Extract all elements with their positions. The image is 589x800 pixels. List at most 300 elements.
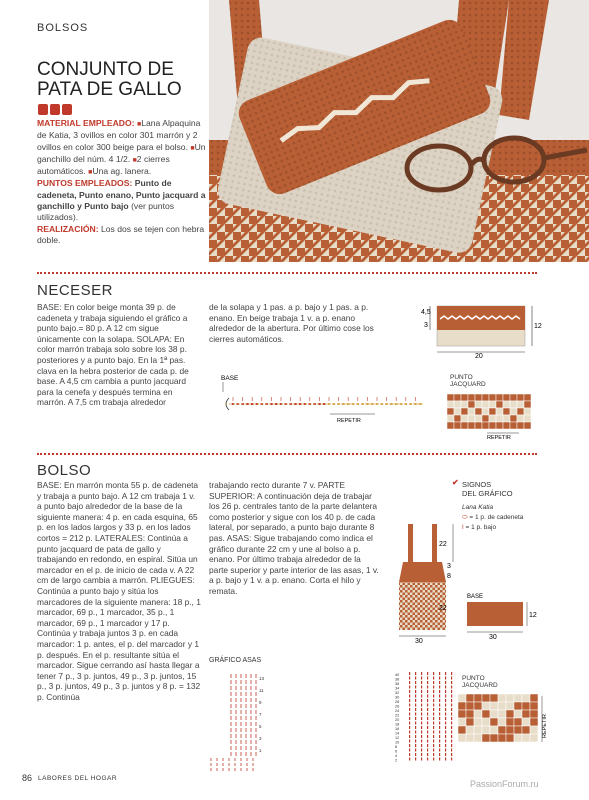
jacquard-cell [530, 726, 538, 734]
title-line-2: PATA DE GALLO [37, 79, 182, 100]
dim-22-top: 22 [439, 541, 447, 548]
single-crochet-mark [427, 695, 428, 698]
single-crochet-mark [409, 753, 410, 756]
row-number-label: 26 [395, 704, 400, 709]
single-crochet-mark [433, 753, 434, 756]
single-crochet-mark [427, 740, 428, 743]
single-crochet-mark [433, 722, 434, 725]
single-crochet-mark [451, 731, 452, 734]
jacquard-cell [503, 394, 510, 401]
product-photo [209, 0, 589, 262]
bolso-title: BOLSO [37, 462, 92, 479]
jacquard-cell [454, 394, 461, 401]
section-label: BOLSOS [37, 22, 89, 34]
crochet-hook-icon [38, 104, 48, 115]
materials-label: MATERIAL EMPLEADO: [37, 118, 135, 128]
jacquard-cell [503, 401, 510, 408]
single-crochet-mark [439, 704, 440, 707]
jacquard-cell [517, 394, 524, 401]
single-crochet-mark [427, 749, 428, 752]
single-crochet-mark [409, 681, 410, 684]
row-number-label: 24 [395, 709, 400, 713]
row-number-label: 9 [259, 700, 262, 705]
bolso-dimensions-diagram [395, 520, 465, 645]
jacquard-cell [474, 694, 482, 702]
row-number-label: 2 [395, 758, 398, 763]
jacquard-cell [475, 408, 482, 415]
neceser-text-col1: BASE: En color beige monta 39 p. de cadeneta y trabaja siguiendo el gráfico a punto bajo.= 80 p. A 12 cm sigue únicamente con la solapa. SOLAPA: En color marrón trabaja solo sobre los 38 p. posteriores y a punto bajo. En la 1ª pas. clava en la hebra posterior de cada p. de base. A 4,5 cm cambia a punto jacquard para la cenefa y después termina en marrón. A 7,5 cm trabaja alrededor [37, 302, 189, 408]
single-crochet-mark [451, 740, 452, 743]
row-number-label: 5 [259, 724, 262, 729]
jacquard-cell [530, 718, 538, 726]
single-crochet-mark [451, 735, 452, 738]
base-label: BASE [467, 594, 484, 600]
single-crochet-mark [415, 677, 416, 680]
single-crochet-mark [427, 708, 428, 711]
single-crochet-mark [439, 744, 440, 747]
row-number-label: 4 [395, 754, 398, 758]
jacquard-cell [482, 718, 490, 726]
single-crochet-mark [421, 695, 422, 698]
jacquard-cell [530, 734, 538, 742]
jacquard-cell [447, 422, 454, 429]
jacquard-cell [489, 422, 496, 429]
single-crochet-mark [421, 740, 422, 743]
jacquard-cell [510, 401, 517, 408]
materials-block: MATERIAL EMPLEADO: ■Lana Alpaquina de Katia, 3 ovillos en color 301 marrón y 2 ovillos en color 300 beige para el bolso. ■Un ganchillo del núm. 4 1/2. ■2 cierres automáticos. ■Una ag. lanera. PUNTOS EMPLEADOS: Punto de cadeneta, Punto enano, Punto jacquard a ganchillo y Punto bajo (ver puntos utilizados). REALIZACIÓN: Los dos se tejen con hebra doble. [37, 118, 206, 245]
single-crochet-mark [439, 713, 440, 716]
jacquard-cell [458, 702, 466, 710]
single-crochet-mark [433, 749, 434, 752]
single-crochet-mark [421, 717, 422, 720]
single-crochet-mark [427, 717, 428, 720]
single-crochet-mark [421, 708, 422, 711]
single-crochet-mark [427, 677, 428, 680]
jacquard-cell [466, 694, 474, 702]
single-crochet-mark [451, 686, 452, 689]
single-crochet-mark [445, 699, 446, 702]
single-crochet-mark [433, 731, 434, 734]
row-number-label: 30 [395, 695, 400, 700]
single-crochet-mark [421, 726, 422, 729]
single-crochet-mark [421, 672, 422, 675]
single-crochet-mark [415, 722, 416, 725]
jacquard-cell [530, 694, 538, 702]
single-crochet-mark [439, 753, 440, 756]
single-crochet-mark [427, 686, 428, 689]
row-number-label: 20 [395, 718, 400, 722]
jacquard-cell [475, 415, 482, 422]
bolso-text-col1: BASE: En marrón monta 55 p. de cadeneta y trabaja a punto bajo. A 12 cm trabaja 1 v. a punto bajo alrededor de la base de la siguiente manera: 4 p. en cada esquina, 65 p. en los lados largos y 33 p. en los lados cortos = 212 p. LATERALES: Continúa a punto jacquard de pata de gallo y trabajando en redondo, en espiral. Sitúa un marcador en el p. de inicio de cada v. A 22 cm de largo cambia a marrón. PLIEGUES: Continúa a punto bajo y sitúa los marcadores de la siguiente manera: 18 p., 1 marcador, 69 p., 1 marcador, 35 p., 1 marcador, 69 p., 1 marcador y 17 p. Continúa y trabaja juntos 3 p. en cada marcador: 1 p. antes, el p. del marcador y 1 p. después. En el p. resultante sitúa el marcador. Sigue cerrando así hasta llegar a tener 7 p., 3 p. juntos, 49 p., 3 p. juntos, 15 p., 3 p. juntos, 49 p., 3 p. juntos y 8 p. = 132 p. Continúa [37, 480, 201, 702]
asas-chart [209, 668, 469, 773]
grafico-asas-title: GRÁFICO ASAS [209, 657, 262, 664]
single-crochet-mark [445, 717, 446, 720]
single-crochet-mark [421, 699, 422, 702]
single-crochet-mark [409, 690, 410, 693]
jacquard-cell [474, 734, 482, 742]
single-crochet-mark [427, 704, 428, 707]
legend-item-sc: ǀ = 1 p. bajo [462, 524, 497, 531]
jacquard-cell [498, 702, 506, 710]
row-number-label: 18 [395, 722, 400, 727]
jacquard-cell [447, 408, 454, 415]
jacquard-cell [468, 422, 475, 429]
single-crochet-mark [433, 726, 434, 729]
magazine-name: LABORES DEL HOGAR [38, 775, 118, 782]
single-crochet-mark [427, 735, 428, 738]
jacquard-cell [466, 718, 474, 726]
single-crochet-mark [439, 735, 440, 738]
jacquard-cell [498, 718, 506, 726]
jacquard-cell [454, 408, 461, 415]
jacquard-cell [482, 702, 490, 710]
jacquard-cell [468, 408, 475, 415]
single-crochet-mark [439, 708, 440, 711]
realization-label: REALIZACIÓN: [37, 223, 99, 234]
single-crochet-mark [415, 695, 416, 698]
single-crochet-mark [439, 749, 440, 752]
realization-text: Los dos se tejen con hebra doble. [37, 223, 205, 245]
jacquard-cell [503, 415, 510, 422]
row-number-label: 28 [395, 700, 400, 704]
single-crochet-mark [451, 722, 452, 725]
row-number-label: 7 [259, 712, 262, 717]
jacquard-cell [510, 408, 517, 415]
single-crochet-mark [427, 726, 428, 729]
single-crochet-mark [409, 713, 410, 716]
single-crochet-mark [427, 672, 428, 675]
dim-12: 12 [529, 612, 537, 619]
single-crochet-mark [451, 681, 452, 684]
jacquard-cell [496, 401, 503, 408]
title-line-1: CONJUNTO DE [37, 59, 174, 80]
jacquard-cell [466, 726, 474, 734]
single-crochet-mark [433, 744, 434, 747]
jacquard-cell [522, 726, 530, 734]
single-crochet-mark [427, 690, 428, 693]
dim-12: 12 [534, 323, 542, 330]
jacquard-cell [517, 415, 524, 422]
jacquard-cell [458, 710, 466, 718]
single-crochet-mark [445, 722, 446, 725]
repetir-label: REPETIR [337, 418, 361, 424]
dim-4-5: 4,5 [421, 309, 431, 316]
repetir-label: REPETIR [542, 714, 548, 738]
single-crochet-mark [421, 749, 422, 752]
jacquard-cell [514, 694, 522, 702]
jacquard-cell [514, 734, 522, 742]
single-crochet-mark [433, 708, 434, 711]
single-crochet-mark [433, 695, 434, 698]
bolso-base-diagram [465, 590, 540, 640]
page-number: 86 [22, 773, 33, 783]
jacquard-cell [530, 702, 538, 710]
single-crochet-mark [445, 735, 446, 738]
single-crochet-mark [409, 726, 410, 729]
single-crochet-mark [409, 699, 410, 702]
row-number-label: 8 [395, 745, 398, 749]
single-crochet-mark [421, 686, 422, 689]
jacquard-cell [514, 702, 522, 710]
jacquard-cell [458, 718, 466, 726]
single-crochet-mark [451, 708, 452, 711]
base-label: BASE [221, 375, 239, 382]
bolso-text-col2: trabajando recto durante 7 v. PARTE SUPERIOR: A continuación deja de trabajar los 26 p. centrales tanto de la parte delantera como posterior y sigue con los 40 p. de cada lateral, por separado, a punto bajo durante 8 pas. ASAS: Sigue trabajando como indica el gráfico durante 22 cm y une al bolso a p. enano. Por último trabaja alrededor de la parte superior y parte interior de las asas, 1 v. a p. bajo y 1 v. a p. enano. Corta el hilo y remata. [209, 480, 379, 596]
single-crochet-mark [409, 735, 410, 738]
row-number-label: 11 [259, 688, 264, 693]
single-crochet-mark [415, 690, 416, 693]
jacquard-cell [498, 734, 506, 742]
jacquard-cell [530, 710, 538, 718]
single-crochet-mark [409, 744, 410, 747]
single-crochet-mark [433, 677, 434, 680]
jacquard-cell [514, 710, 522, 718]
jacquard-cell [466, 710, 474, 718]
jacquard-cell [490, 734, 498, 742]
crochet-hook-icon [50, 104, 60, 115]
single-crochet-mark [451, 753, 452, 756]
single-crochet-mark [433, 681, 434, 684]
jacquard-cell [524, 394, 531, 401]
jacquard-cell [454, 422, 461, 429]
single-crochet-mark [409, 749, 410, 752]
single-crochet-mark [451, 695, 452, 698]
single-crochet-mark [445, 681, 446, 684]
single-crochet-mark [433, 735, 434, 738]
single-crochet-mark [409, 758, 410, 761]
jacquard-cell [522, 702, 530, 710]
row-number-label: 16 [395, 727, 400, 731]
jacquard-cell [454, 415, 461, 422]
jacquard-cell [447, 401, 454, 408]
single-crochet-mark [415, 735, 416, 738]
single-crochet-mark [445, 677, 446, 680]
jacquard-cell [461, 422, 468, 429]
legend-brand: Lana Katia [462, 504, 494, 511]
single-crochet-mark [421, 731, 422, 734]
stitches-suffix: (ver puntos utilizados). [37, 201, 175, 223]
jacquard-cell [490, 694, 498, 702]
row-number-label: 14 [395, 731, 400, 736]
single-crochet-mark [409, 686, 410, 689]
jacquard-cell [524, 408, 531, 415]
jacquard-cell [482, 422, 489, 429]
single-crochet-mark [421, 681, 422, 684]
jacquard-cell [514, 718, 522, 726]
jacquard-cell [522, 734, 530, 742]
jacquard-cell [458, 734, 466, 742]
jacquard-cell [498, 726, 506, 734]
single-crochet-mark [451, 677, 452, 680]
single-crochet-mark [415, 753, 416, 756]
single-crochet-mark [415, 686, 416, 689]
jacquard-cell [466, 702, 474, 710]
single-crochet-mark [433, 758, 434, 761]
dim-20: 20 [475, 353, 483, 360]
jacquard-cell [496, 408, 503, 415]
jacquard-cell [461, 408, 468, 415]
single-crochet-mark [421, 753, 422, 756]
single-crochet-mark [439, 681, 440, 684]
single-crochet-mark [451, 672, 452, 675]
row-number-label: 6 [395, 749, 398, 754]
single-crochet-mark [421, 744, 422, 747]
jacquard-cell [506, 734, 514, 742]
single-crochet-mark [415, 731, 416, 734]
dim-3: 3 [424, 322, 428, 329]
single-crochet-mark [433, 699, 434, 702]
single-crochet-mark [445, 731, 446, 734]
jacquard-cell [482, 710, 490, 718]
single-crochet-mark [433, 690, 434, 693]
jacquard-cell [506, 702, 514, 710]
jacquard-cell [468, 415, 475, 422]
jacquard-cell [490, 726, 498, 734]
jacquard-cell [490, 718, 498, 726]
dim-30: 30 [489, 634, 497, 641]
dim-22-bottom: 22 [439, 605, 447, 612]
single-crochet-mark [445, 713, 446, 716]
jacquard-cell [496, 422, 503, 429]
jacquard-cell [454, 401, 461, 408]
jacquard-cell [510, 422, 517, 429]
single-crochet-mark [451, 717, 452, 720]
single-crochet-mark [433, 713, 434, 716]
jacquard-cell [482, 408, 489, 415]
single-crochet-mark [415, 708, 416, 711]
single-crochet-mark [451, 690, 452, 693]
single-crochet-mark [439, 699, 440, 702]
row-number-label: 36 [395, 682, 400, 686]
jacquard-cell [506, 726, 514, 734]
single-crochet-mark [451, 726, 452, 729]
neceser-base-chart [215, 370, 445, 440]
jacquard-cell [498, 694, 506, 702]
jacquard-cell [489, 415, 496, 422]
jacquard-cell [447, 394, 454, 401]
jacquard-cell [498, 710, 506, 718]
jacquard-cell [482, 726, 490, 734]
row-number-label: 10 [395, 740, 400, 745]
materials-text: Lana Alpaquina de Katia, 3 ovillos en color 301 marrón y 2 ovillos en color 300 beige para el bolso. [37, 118, 201, 152]
jacquard-cell [522, 694, 530, 702]
single-crochet-mark [415, 713, 416, 716]
single-crochet-mark [409, 708, 410, 711]
legend-title: SIGNOS DEL GRÁFICO [462, 480, 513, 498]
jacquard-cell [522, 710, 530, 718]
row-number-label: 34 [395, 686, 400, 691]
jacquard-cell [466, 734, 474, 742]
single-crochet-mark [451, 744, 452, 747]
jacquard-cell [503, 422, 510, 429]
neceser-jacquard-label: PUNTO JACQUARD [450, 374, 486, 388]
single-crochet-mark [451, 758, 452, 761]
jacquard-cell [468, 401, 475, 408]
single-crochet-mark [433, 672, 434, 675]
jacquard-cell [517, 401, 524, 408]
stitches-label: PUNTOS EMPLEADOS: [37, 178, 133, 189]
single-crochet-mark [427, 699, 428, 702]
jacquard-cell [524, 401, 531, 408]
single-crochet-mark [451, 749, 452, 752]
jacquard-cell [458, 726, 466, 734]
single-crochet-mark [409, 731, 410, 734]
jacquard-cell [510, 394, 517, 401]
jacquard-cell [482, 734, 490, 742]
single-crochet-mark [445, 726, 446, 729]
single-crochet-mark [439, 722, 440, 725]
single-crochet-mark [421, 704, 422, 707]
chain-symbol-icon: ⬭ [462, 514, 468, 521]
single-crochet-mark [451, 704, 452, 707]
single-crochet-mark [415, 726, 416, 729]
jacquard-cell [490, 702, 498, 710]
jacquard-cell [506, 718, 514, 726]
row-number-label: 22 [395, 713, 400, 718]
single-crochet-mark [439, 740, 440, 743]
single-crochet-mark [415, 672, 416, 675]
jacquard-cell [461, 401, 468, 408]
jacquard-cell [482, 401, 489, 408]
single-crochet-mark [451, 713, 452, 716]
jacquard-cell [489, 408, 496, 415]
single-crochet-mark [439, 695, 440, 698]
row-number-label: 40 [395, 673, 400, 677]
single-crochet-mark [445, 690, 446, 693]
row-number-label: 12 [395, 736, 400, 740]
single-crochet-mark [421, 722, 422, 725]
jacquard-cell [510, 415, 517, 422]
single-crochet-mark [445, 695, 446, 698]
row-number-label: 3 [259, 736, 262, 741]
jacquard-cell [489, 401, 496, 408]
jacquard-cell [475, 401, 482, 408]
single-crochet-mark [439, 731, 440, 734]
neceser-dimensions-diagram [410, 300, 540, 360]
single-crochet-mark [409, 695, 410, 698]
jacquard-cell [475, 422, 482, 429]
single-crochet-mark [439, 726, 440, 729]
repetir-label: REPETIR [487, 435, 511, 441]
single-crochet-mark [415, 744, 416, 747]
single-crochet-mark [409, 722, 410, 725]
single-crochet-mark [445, 672, 446, 675]
jacquard-cell [482, 394, 489, 401]
single-crochet-mark [439, 677, 440, 680]
single-crochet-mark [445, 753, 446, 756]
bolso-jacquard-label: PUNTO JACQUARD [462, 675, 498, 689]
single-crochet-mark [415, 749, 416, 752]
single-crochet-mark [427, 753, 428, 756]
row-number-label: 38 [395, 677, 400, 682]
jacquard-cell [503, 408, 510, 415]
neceser-title: NECESER [37, 282, 114, 299]
single-crochet-mark [445, 686, 446, 689]
single-crochet-mark [409, 704, 410, 707]
single-crochet-mark [439, 717, 440, 720]
single-crochet-mark [415, 717, 416, 720]
page-title [37, 60, 207, 100]
neceser-jacquard-chart [447, 394, 537, 440]
single-crochet-mark [421, 690, 422, 693]
single-crochet-mark [415, 758, 416, 761]
jacquard-cell [461, 394, 468, 401]
jacquard-cell [524, 415, 531, 422]
materials-item-3: 2 cierres automáticos. [37, 153, 170, 177]
single-crochet-mark [427, 731, 428, 734]
crochet-hook-icon [62, 104, 72, 115]
row-number-label: 1 [259, 748, 262, 753]
